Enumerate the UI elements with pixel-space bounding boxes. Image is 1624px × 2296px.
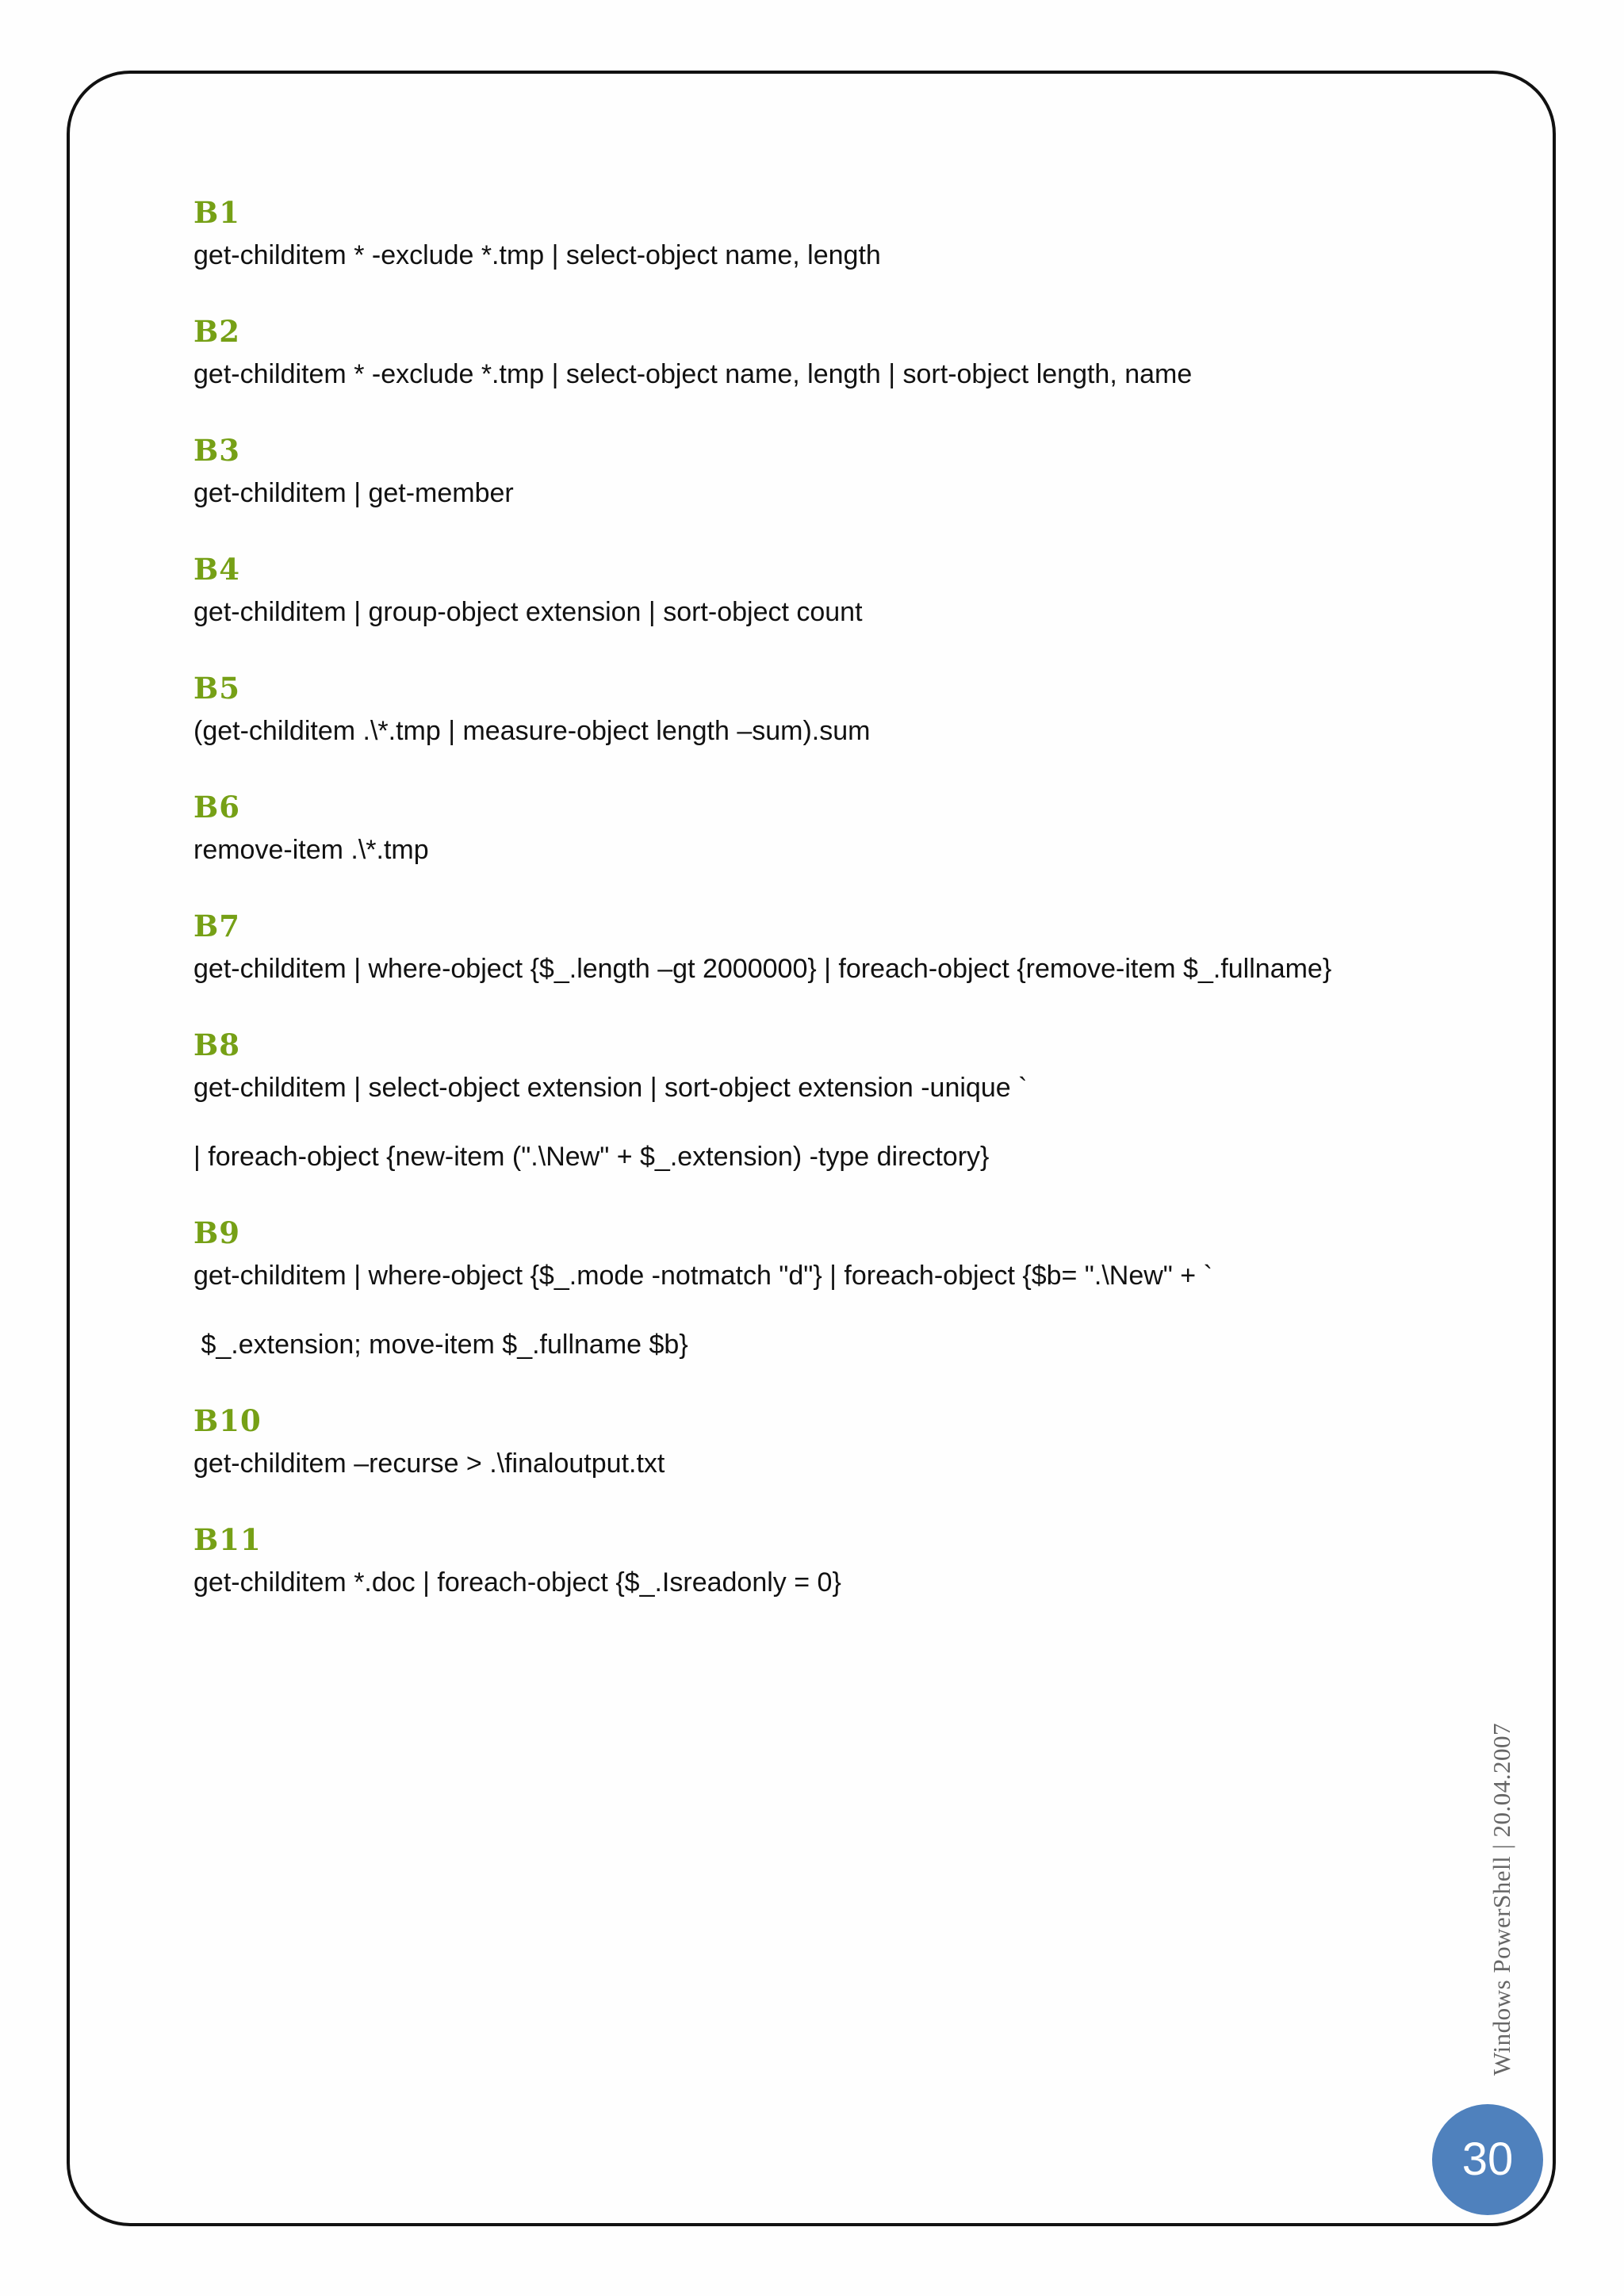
code-line: get-childitem | select-object extension | sort-object extension -unique ` (193, 1073, 1028, 1103)
code-line: get-childitem * -exclude *.tmp | select-object name, length | sort-object length, name (193, 359, 1193, 389)
entry-heading: B9 (193, 1215, 241, 1250)
code-line: get-childitem | where-object {$_.length –gt 2000000} | foreach-object {remove-item $_.fullname} (193, 954, 1332, 984)
code-line: get-childitem * -exclude *.tmp | select-object name, length (193, 240, 881, 270)
entry-b5 (193, 664, 1462, 750)
entry-b3 (193, 427, 1462, 512)
entry-heading: B7 (193, 909, 241, 943)
page-number-badge: 30 (1432, 2104, 1543, 2215)
entry-b11 (193, 1516, 1462, 1601)
entry-b7 (193, 902, 1462, 988)
code-line: (get-childitem .\*.tmp | measure-object length –sum).sum (193, 716, 871, 746)
entry-heading: B10 (193, 1403, 262, 1438)
entry-b1 (193, 189, 1462, 274)
entry-heading: B5 (193, 671, 241, 706)
code-line: get-childitem *.doc | foreach-object {$_.Isreadonly = 0} (193, 1567, 841, 1598)
entry-heading: B11 (193, 1522, 262, 1557)
entry-b4 (193, 545, 1462, 631)
entry-b9 (193, 1209, 1462, 1364)
entry-b6 (193, 783, 1462, 869)
entry-heading: B2 (193, 314, 241, 349)
code-line: get-childitem | get-member (193, 478, 514, 508)
code-line-continuation: | foreach-object {new-item (".\New" + $_.extension) -type directory} (193, 1142, 990, 1172)
entry-heading: B4 (193, 552, 241, 587)
code-line-continuation: $_.extension; move-item $_.fullname $b} (193, 1330, 688, 1360)
entry-heading: B1 (193, 195, 241, 230)
code-line: get-childitem | group-object extension | sort-object count (193, 597, 863, 627)
entry-heading: B6 (193, 790, 241, 825)
entry-b10 (193, 1397, 1462, 1483)
entry-b8 (193, 1021, 1462, 1176)
entry-b2 (193, 308, 1462, 393)
code-line: get-childitem –recurse > .\finaloutput.txt (193, 1448, 665, 1479)
footer-document-title: Windows PowerShell | 20.04.2007 (1488, 1723, 1515, 2076)
answer-list (193, 189, 1462, 1601)
code-line: remove-item .\*.tmp (193, 835, 429, 865)
entry-heading: B8 (193, 1027, 241, 1062)
code-line: get-childitem | where-object {$_.mode -notmatch "d"} | foreach-object {$b= ".\New" + ` (193, 1261, 1212, 1291)
entry-heading: B3 (193, 433, 241, 468)
